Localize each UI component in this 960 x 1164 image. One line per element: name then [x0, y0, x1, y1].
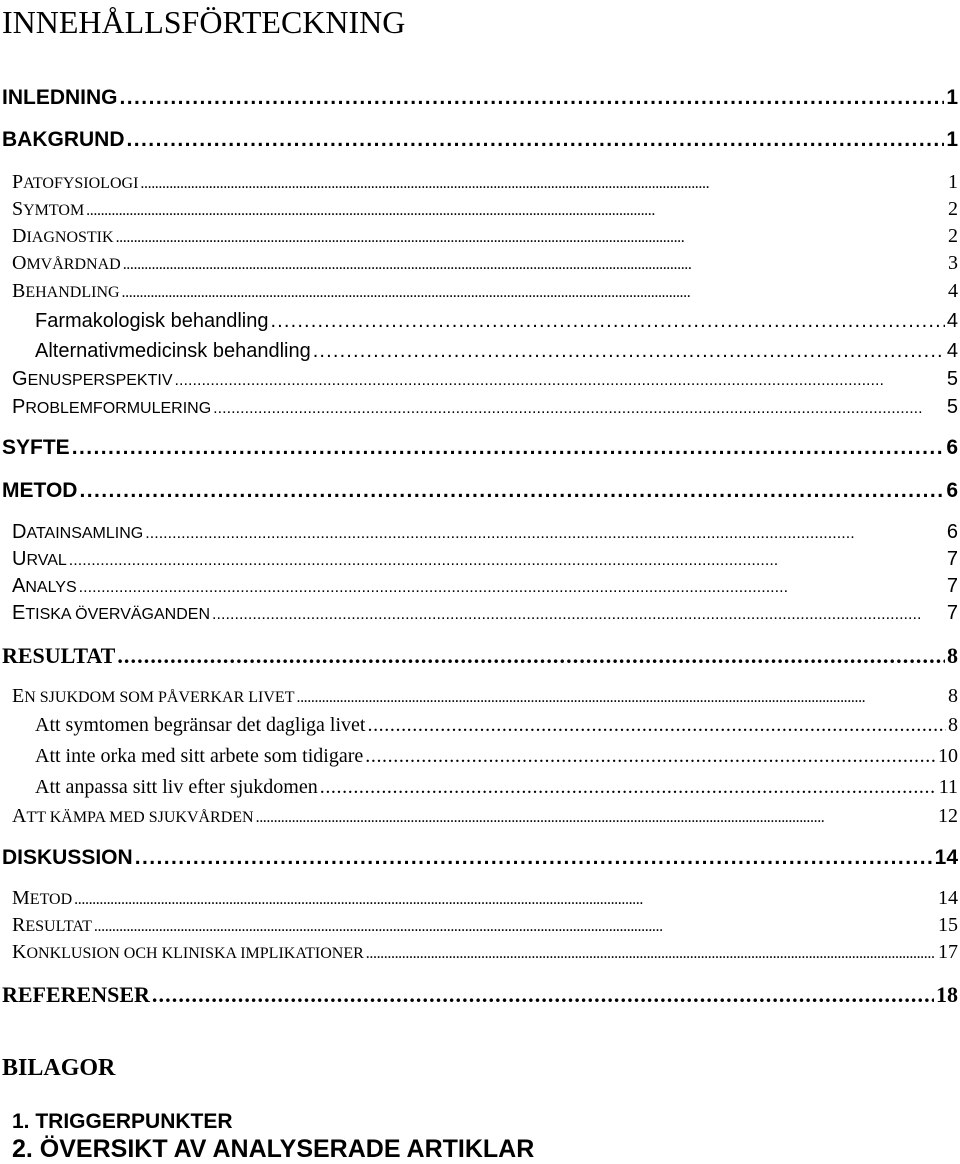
toc-label: ATT KÄMPA MED SJUKVÅRDEN	[12, 805, 254, 827]
toc-entry-problemformulering[interactable]	[12, 395, 958, 421]
dot-leader	[270, 307, 944, 335]
toc-entry-symtom[interactable]	[12, 197, 958, 223]
toc-page-number: 14	[934, 846, 958, 869]
toc-label: INLEDNING	[2, 86, 118, 109]
toc-page-number: 1	[946, 86, 958, 109]
dot-leader	[212, 603, 945, 627]
toc-label: METOD	[2, 479, 78, 502]
toc-page-number: 6	[946, 479, 958, 502]
dot-leader	[123, 253, 946, 277]
toc-label: ANALYS	[12, 575, 77, 597]
toc-page-number: 8	[948, 714, 958, 736]
toc-entry-en-sjukdom[interactable]	[12, 684, 958, 710]
toc-entry-urval[interactable]	[12, 547, 958, 573]
toc-page-number: 4	[948, 280, 958, 302]
toc-entry-alternativmedicinsk[interactable]	[35, 337, 958, 365]
toc-label: DATAINSAMLING	[12, 521, 144, 543]
toc-entry-diagnostik[interactable]	[12, 224, 958, 250]
toc-entry-farmakologisk[interactable]	[35, 307, 958, 335]
toc-entry-syfte[interactable]	[2, 434, 958, 462]
toc-page-number: 5	[946, 368, 958, 390]
dot-leader	[366, 942, 936, 966]
toc-page-number: 4	[946, 310, 958, 332]
toc-entry-referenser[interactable]	[2, 981, 958, 1009]
toc-entry-konklusion[interactable]	[12, 940, 958, 966]
toc-entry-analys[interactable]	[12, 574, 958, 600]
dot-leader	[320, 773, 937, 801]
dot-leader	[140, 172, 946, 196]
toc-page-number: 7	[946, 575, 958, 597]
toc-entry-diskussion-resultat[interactable]	[12, 913, 958, 939]
toc-entry-behandling[interactable]	[12, 279, 958, 305]
toc-page-number: 11	[938, 776, 958, 798]
toc-page-number: 4	[946, 340, 958, 362]
bilaga-item: 1. TRIGGERPUNKTER	[12, 1110, 233, 1133]
toc-page-number: 5	[946, 396, 958, 418]
toc-label: PATOFYSIOLOGI	[12, 171, 139, 193]
toc-entry-resultat[interactable]	[2, 642, 958, 670]
toc-entry-inledning[interactable]	[2, 84, 958, 112]
toc-label: BAKGRUND	[2, 128, 125, 151]
toc-label: SYFTE	[2, 436, 70, 459]
toc-label: DISKUSSION	[2, 846, 133, 869]
toc-entry-metod[interactable]	[2, 477, 958, 505]
dot-leader	[79, 477, 944, 505]
toc-label: EN SJUKDOM SOM PÅVERKAR LIVET	[12, 685, 295, 707]
dot-leader	[145, 522, 945, 546]
toc-page-number: 2	[948, 198, 958, 220]
dot-leader	[256, 806, 936, 830]
toc-label: BEHANDLING	[12, 280, 120, 302]
toc-entry-omvardnad[interactable]	[12, 251, 958, 277]
toc-entry-patofysiologi[interactable]	[12, 170, 958, 196]
toc-entry-datainsamling[interactable]	[12, 520, 958, 546]
dot-leader	[135, 844, 933, 872]
toc-page-number: 12	[938, 805, 958, 827]
toc-label: ETISKA ÖVERVÄGANDEN	[12, 602, 210, 624]
toc-entry-diskussion[interactable]	[2, 844, 958, 872]
toc-label: URVAL	[12, 548, 67, 570]
toc-label: Att anpassa sitt liv efter sjukdomen	[35, 776, 318, 798]
toc-label: DIAGNOSTIK	[12, 225, 114, 247]
toc-page-number: 10	[938, 745, 958, 767]
toc-label: METOD	[12, 887, 73, 909]
toc-entry-anpassa[interactable]	[35, 773, 958, 801]
toc-page-number: 7	[946, 602, 958, 624]
toc-page-number: 7	[946, 548, 958, 570]
toc-label: GENUSPERSPEKTIV	[12, 368, 173, 390]
dot-leader	[313, 337, 945, 365]
toc-entry-symtomen[interactable]	[35, 711, 958, 739]
toc-page-number: 14	[938, 887, 958, 909]
dot-leader	[122, 281, 946, 305]
toc-entry-etiska-overvaganden[interactable]	[12, 601, 958, 627]
dot-leader	[365, 742, 936, 770]
toc-label: OMVÅRDNAD	[12, 252, 121, 274]
toc-entry-diskussion-metod[interactable]	[12, 886, 958, 912]
dot-leader	[94, 915, 936, 939]
toc-label: Farmakologisk behandling	[35, 310, 269, 332]
bilaga-item: 2. ÖVERSIKT AV ANALYSERADE ARTIKLAR	[12, 1135, 535, 1163]
toc-label: REFERENSER	[2, 982, 150, 1007]
toc-page-number: 15	[938, 914, 958, 936]
toc-label: Att symtomen begränsar det dagliga livet	[35, 714, 366, 736]
dot-leader	[175, 369, 945, 393]
dot-leader	[72, 434, 945, 462]
dot-leader	[116, 226, 946, 250]
dot-leader	[74, 888, 936, 912]
toc-label: Alternativmedicinsk behandling	[35, 340, 311, 362]
toc-page-number: 8	[948, 685, 958, 707]
toc-page-number: 8	[947, 643, 958, 668]
dot-leader	[367, 711, 946, 739]
bilagor-heading: BILAGOR	[2, 1055, 116, 1081]
dot-leader	[213, 397, 945, 421]
toc-page-number: 1	[946, 128, 958, 151]
dot-leader	[79, 576, 945, 600]
toc-page-number: 18	[936, 982, 958, 1007]
toc-entry-genusperspektiv[interactable]	[12, 367, 958, 393]
dot-leader	[296, 686, 946, 710]
toc-label: RESULTAT	[2, 643, 116, 668]
toc-entry-bakgrund[interactable]	[2, 126, 958, 154]
toc-page-number: 1	[948, 171, 958, 193]
dot-leader	[127, 126, 945, 154]
toc-label: SYMTOM	[12, 198, 85, 220]
toc-label: PROBLEMFORMULERING	[12, 396, 212, 418]
dot-leader	[120, 84, 945, 112]
toc-page-number: 6	[946, 436, 958, 459]
toc-page-number: 3	[948, 252, 958, 274]
page-title: INNEHÅLLSFÖRTECKNING	[2, 4, 406, 40]
dot-leader	[152, 981, 934, 1009]
toc-label: Att inte orka med sitt arbete som tidigare	[35, 745, 364, 767]
toc-page-number: 2	[948, 225, 958, 247]
dot-leader	[69, 549, 945, 573]
toc-label: KONKLUSION OCH KLINISKA IMPLIKATIONER	[12, 941, 364, 963]
toc-entry-att-kampa[interactable]	[12, 804, 958, 830]
toc-label: RESULTAT	[12, 914, 92, 936]
dot-leader	[117, 642, 945, 670]
toc-page-number: 17	[938, 941, 958, 963]
dot-leader	[86, 199, 946, 223]
toc-entry-orka[interactable]	[35, 742, 958, 770]
toc-page-number: 6	[946, 521, 958, 543]
